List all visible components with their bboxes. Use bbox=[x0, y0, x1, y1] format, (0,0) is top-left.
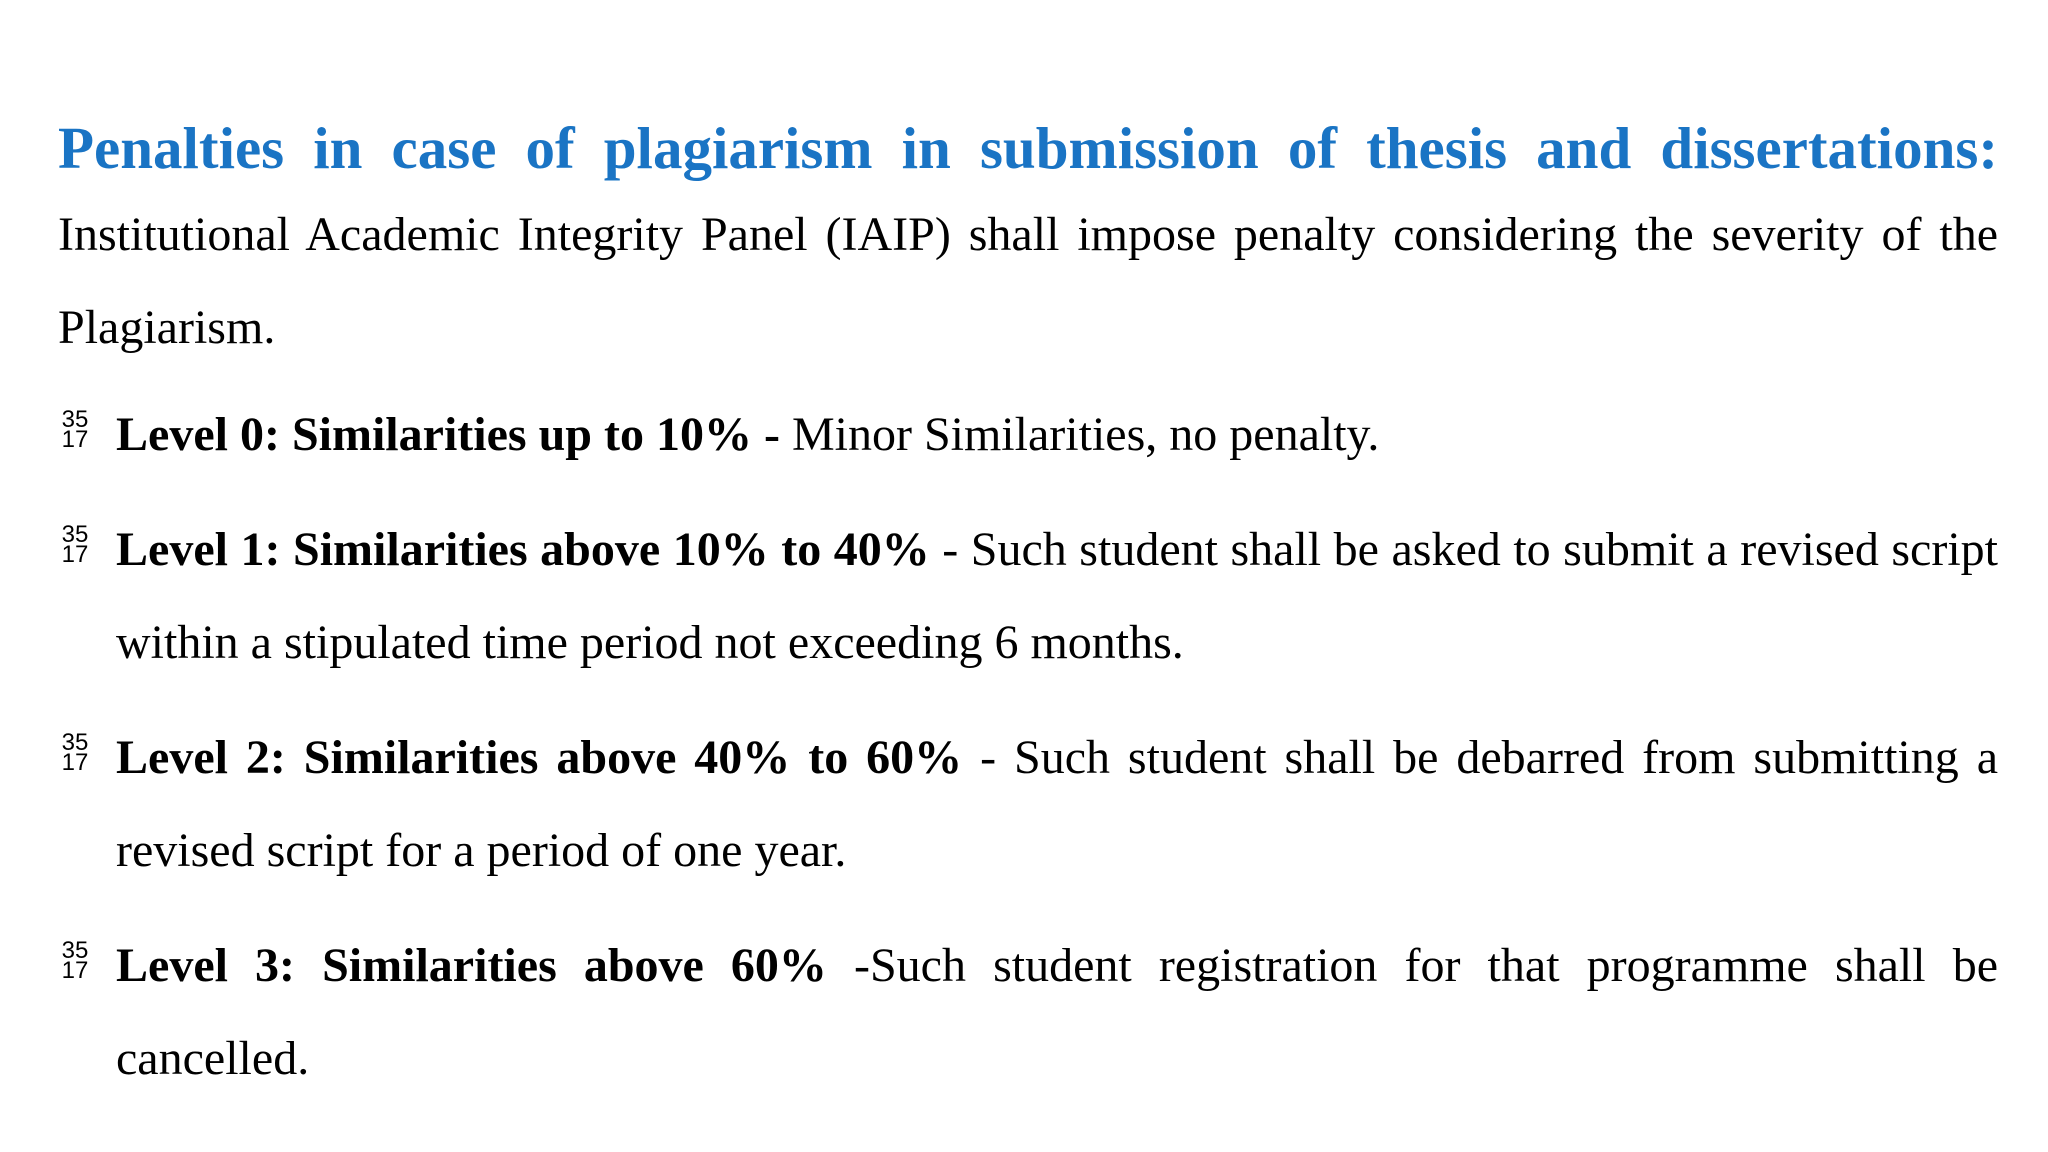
bullet-icon bbox=[58, 729, 92, 776]
bullet-bottom-digits: 17 bbox=[61, 541, 89, 568]
bullet-icon bbox=[58, 406, 92, 453]
bullet-icon bbox=[58, 937, 92, 984]
list-item-level-2 bbox=[58, 711, 1998, 897]
bullet-bottom-digits: 17 bbox=[61, 957, 89, 984]
list-item-level-0 bbox=[58, 388, 1998, 481]
bullet-top-digits: 35 bbox=[61, 406, 89, 433]
slide-content bbox=[58, 108, 1998, 1127]
penalty-levels-list bbox=[58, 388, 1998, 1105]
page-title: Penalties in case of plagiarism in submission of thesis and dissertations: bbox=[58, 115, 1998, 181]
bullet-icon bbox=[58, 521, 92, 568]
bullet-bottom-digits: 17 bbox=[61, 426, 89, 453]
list-item-level-3 bbox=[58, 919, 1998, 1105]
level-description: - Such student shall be debarred from submitting a revised script for a period of one year. bbox=[116, 731, 1998, 877]
level-title: Level 3: Similarities above 60% bbox=[116, 939, 827, 992]
level-title: Level 0: Similarities up to 10% - bbox=[116, 408, 780, 461]
level-description: -Such student registration for that programme shall be cancelled. bbox=[116, 939, 1998, 1085]
level-title: Level 2: Similarities above 40% to 60% bbox=[116, 731, 963, 784]
list-item-level-1 bbox=[58, 503, 1998, 689]
level-title: Level 1: Similarities above 10% to 40% bbox=[116, 523, 930, 576]
bullet-top-digits: 35 bbox=[61, 521, 89, 548]
level-description: Minor Similarities, no penalty. bbox=[779, 408, 1380, 461]
bullet-bottom-digits: 17 bbox=[61, 749, 89, 776]
level-description: - Such student shall be asked to submit a revised script within a stipulated time period not exceeding 6 months. bbox=[116, 523, 1999, 669]
bullet-top-digits: 35 bbox=[61, 729, 89, 756]
bullet-top-digits: 35 bbox=[61, 937, 89, 964]
intro-paragraph: Institutional Academic Integrity Panel (IAIP) shall impose penalty considering the severity of the Plagiarism. bbox=[58, 208, 1998, 354]
